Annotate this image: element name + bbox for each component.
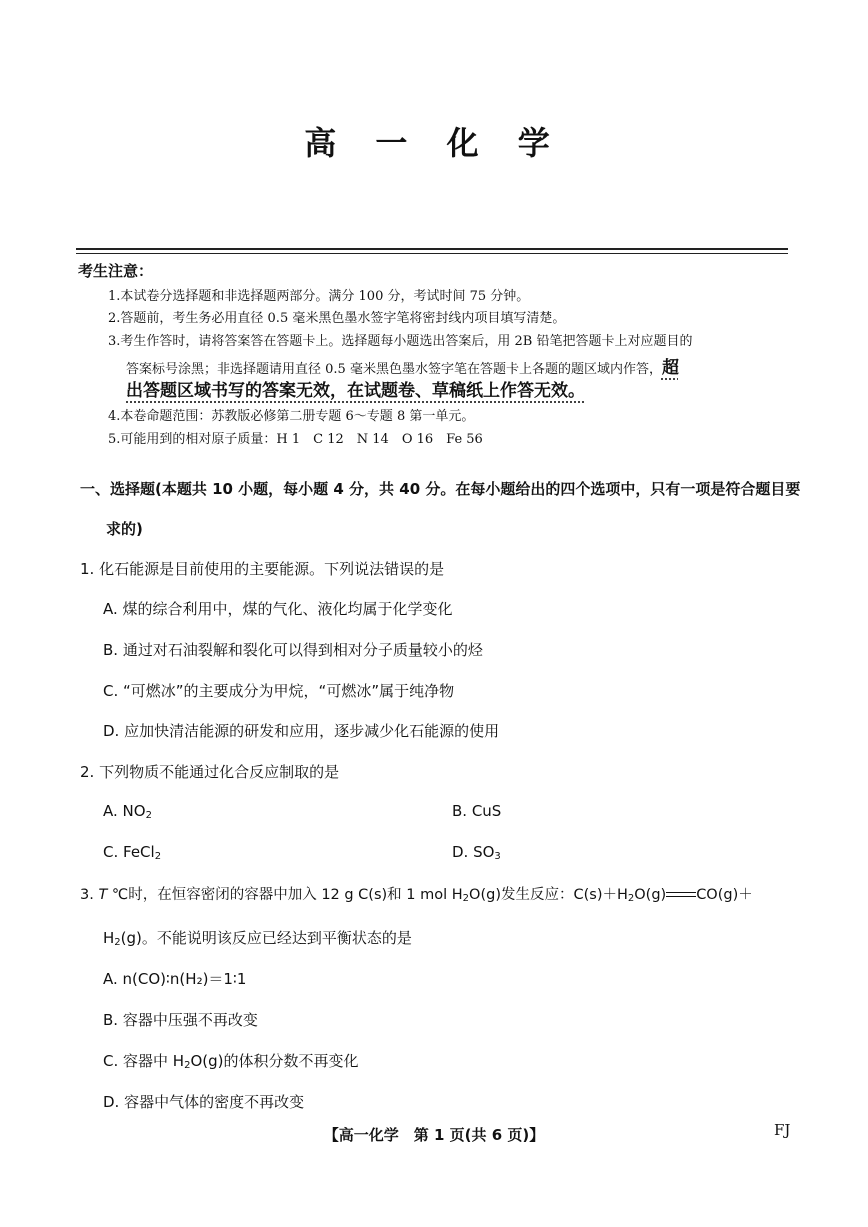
q1-option-b: B. 通过对石油裂解和裂化可以得到相对分子质量较小的烃 (103, 641, 483, 659)
q2-stem: 2. 下列物质不能通过化合反应制取的是 (80, 763, 340, 781)
notice-item-5: 5.可能用到的相对原子质量：H 1 C 12 N 14 O 16 Fe 56 (108, 432, 483, 447)
q3-option-a: A. n(CO)∶n(H₂)＝1∶1 (103, 970, 247, 988)
q3-stem: 3. T ℃时，在恒容密闭的容器中加入 12 g C(s)和 1 mol $H_2O(g)$发生反应：$C(s)+H_2O(g)$ CO(g)＋ (80, 887, 753, 904)
q2-option-b: B. CuS (452, 802, 502, 820)
page-footer: 【高一化学 第 1 页(共 6 页)】 (323, 1126, 545, 1144)
q1-option-a: A. 煤的综合利用中，煤的气化、液化均属于化学变化 (103, 600, 453, 618)
q1-stem: 1. 化石能源是目前使用的主要能源。下列说法错误的是 (80, 560, 445, 578)
page-title: 高 一 化 学 (304, 124, 564, 162)
q2-option-c: C. FeCl$_2$ (103, 843, 162, 862)
header-rule-thin (76, 253, 788, 254)
header-rule-thick (76, 248, 788, 250)
q2-option-a: A. $NO_2$ (103, 802, 152, 821)
notice-heading: 考生注意： (78, 262, 154, 280)
notice-item-3-cont (126, 353, 679, 378)
equilibrium-arrow-icon (666, 890, 696, 900)
notice-item-1: 1.本试卷分选择题和非选择题两部分。满分 100 分，考试时间 75 分钟。 (108, 289, 530, 304)
notice-item-3-text: 答案标号涂黑；非选择题请用直径 0.5 毫米黑色墨水签字笔在答题卡上各题的题区域内作答， (126, 362, 662, 377)
q3-option-d: D. 容器中气体的密度不再改变 (103, 1093, 305, 1111)
q3-stem-cont: $H_2(g)$。不能说明该反应已经达到平衡状态的是 (103, 929, 412, 948)
q1-option-d: D. 应加快清洁能源的研发和应用，逐步减少化石能源的使用 (103, 722, 500, 740)
q1-option-c: C. “可燃冰”的主要成分为甲烷，“可燃冰”属于纯净物 (103, 682, 455, 700)
q3-option-b: B. 容器中压强不再改变 (103, 1011, 258, 1029)
notice-item-4: 4.本卷命题范围：苏教版必修第二册专题 6～专题 8 第一单元。 (108, 409, 475, 424)
notice-item-2: 2.答题前，考生务必用直径 0.5 毫米黑色墨水签字笔将密封线内项目填写清楚。 (108, 311, 566, 326)
section-heading: 一、选择题(本题共 10 小题，每小题 4 分，共 40 分。在每小题给出的四个选项中，只有一项是符合题目要 (80, 480, 801, 498)
page-code: FJ (774, 1121, 791, 1139)
notice-emphasis: 出答题区域书写的答案无效，在试题卷、草稿纸上作答无效。 (126, 381, 585, 401)
notice-item-3: 3.考生作答时，请将答案答在答题卡上。选择题每小题选出答案后，用 2B 铅笔把答题卡上对应题目的 (108, 334, 693, 349)
notice-emphasis-start: 超 (661, 358, 679, 378)
section-heading-cont: 求的) (106, 520, 143, 538)
q2-option-d: D. $SO_3$ (452, 843, 501, 862)
q3-option-c: C. 容器中 $H_2O(g)$的体积分数不再变化 (103, 1052, 359, 1071)
